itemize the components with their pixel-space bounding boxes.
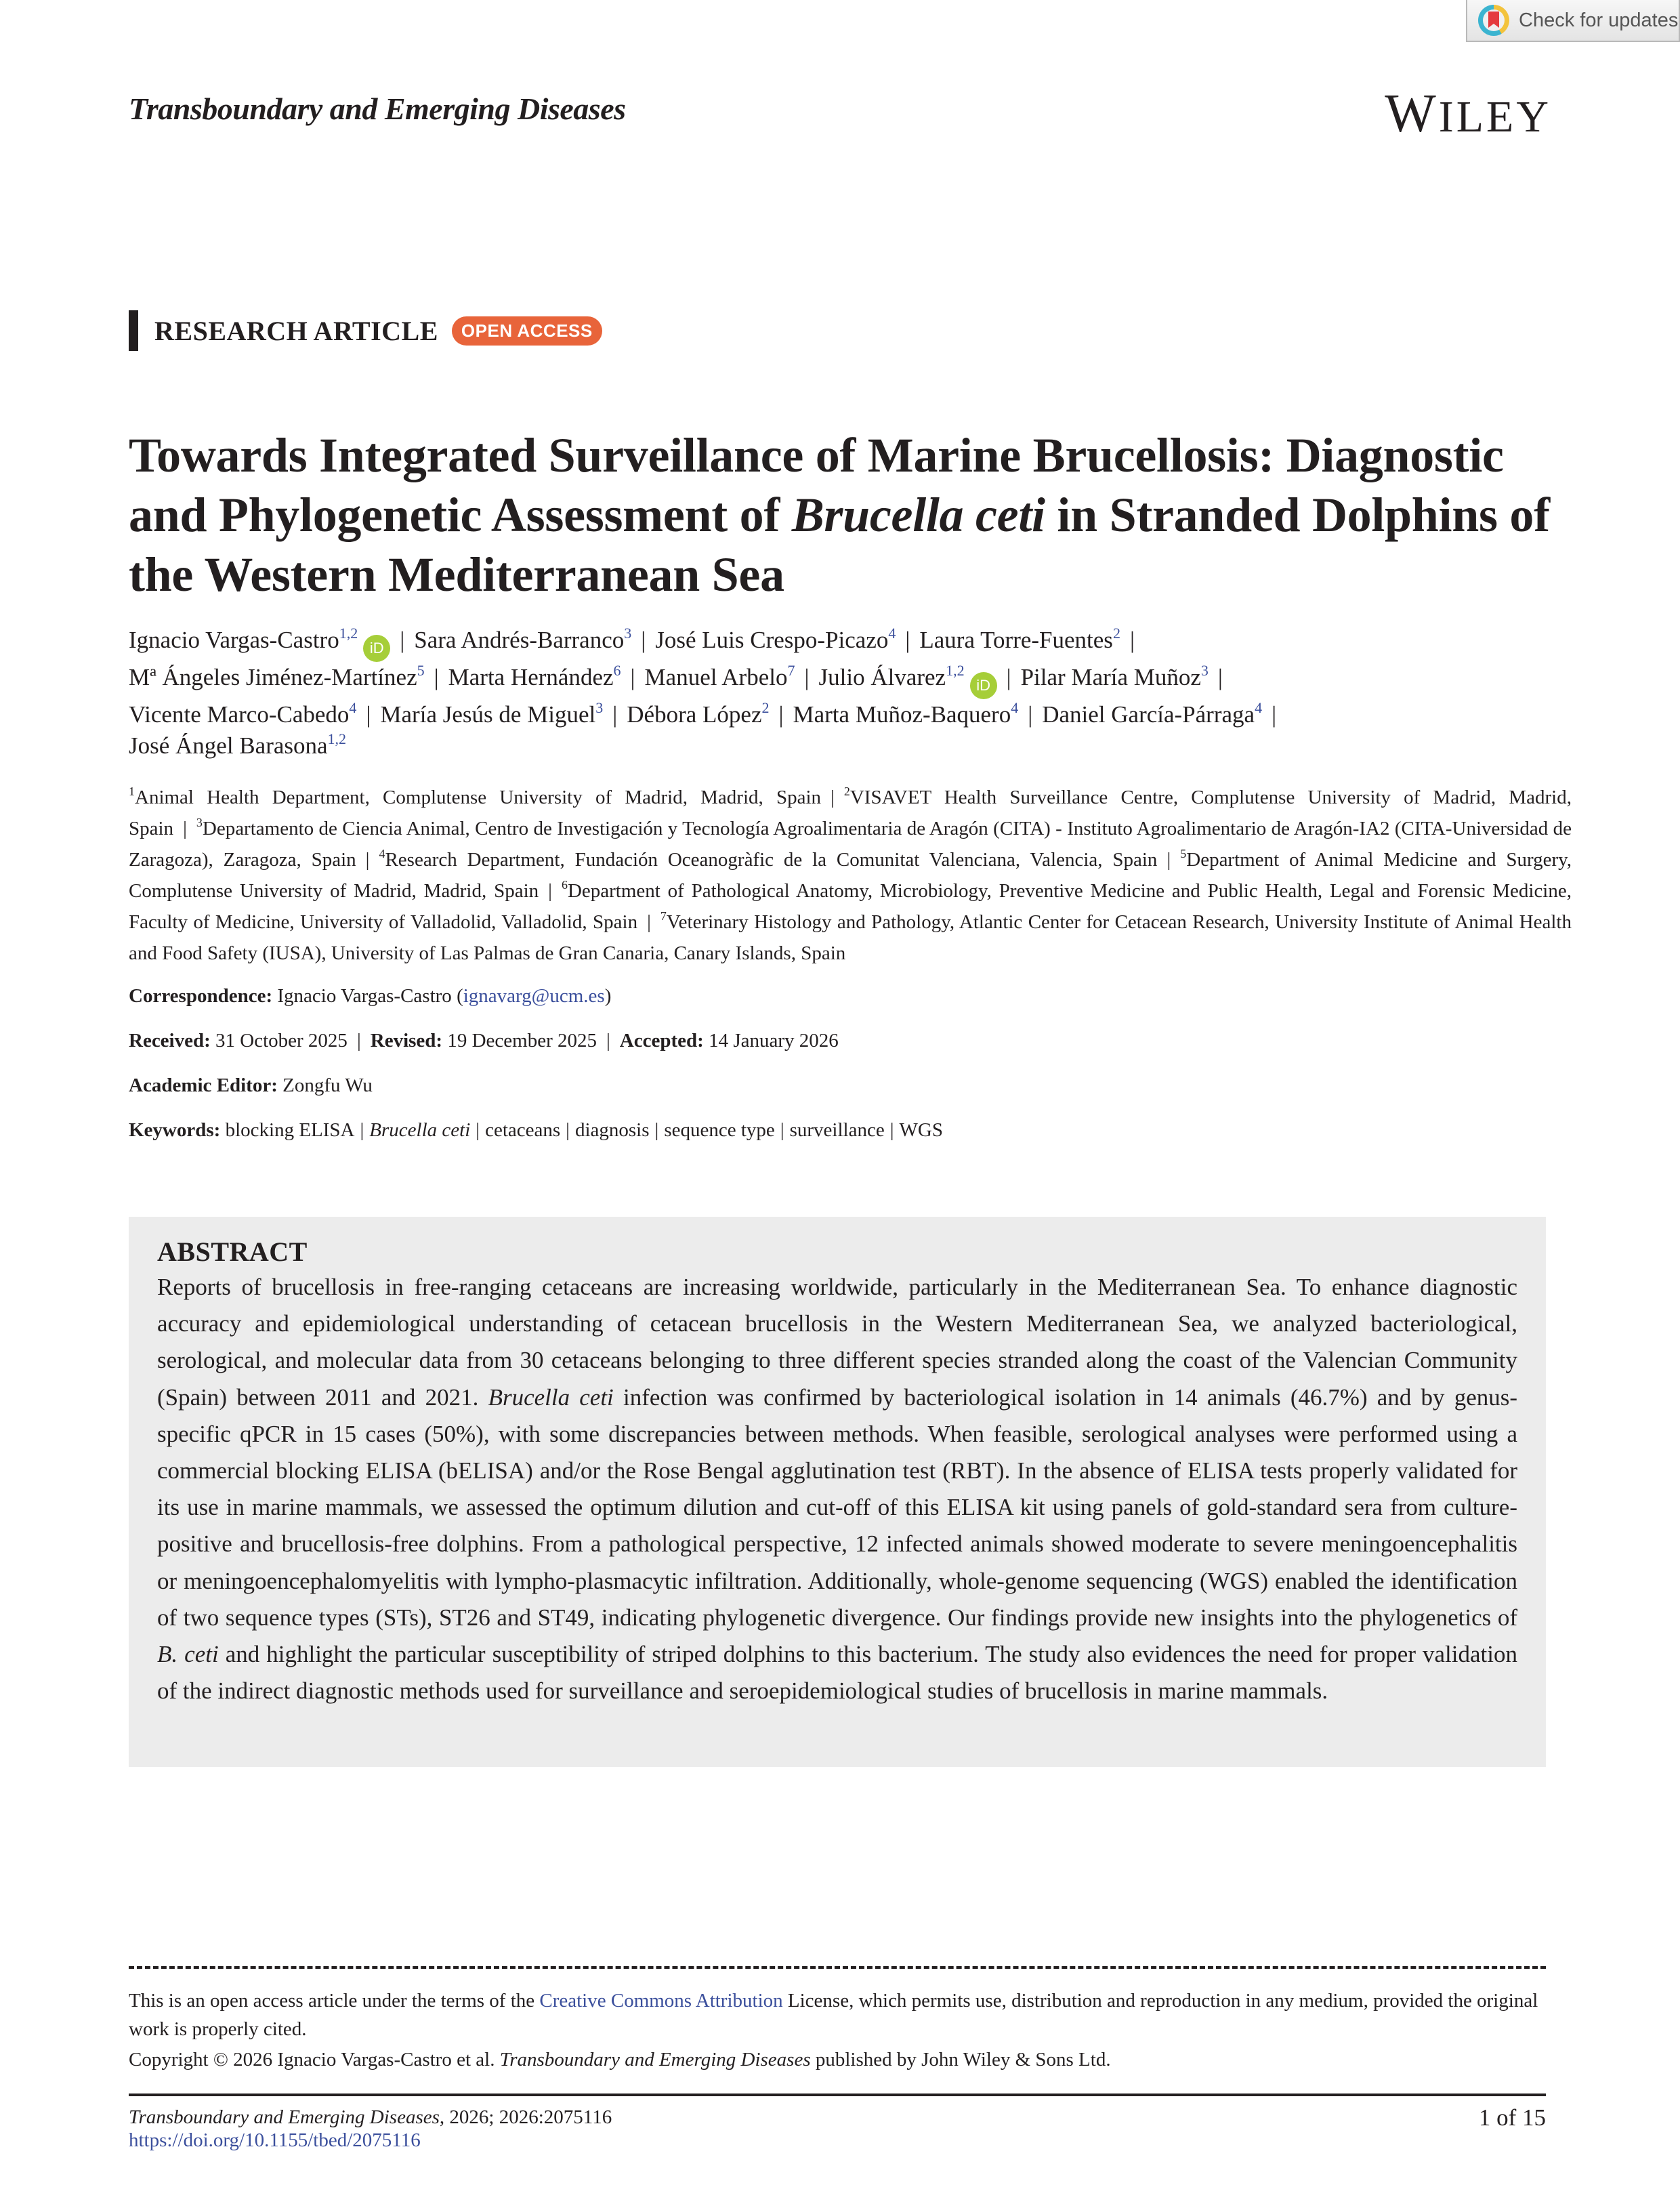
author-separator: | — [630, 664, 635, 690]
keyword: WGS — [899, 1119, 943, 1141]
author-separator: | — [366, 701, 371, 728]
affiliation-number: 1 — [129, 785, 135, 798]
open-access-badge: OPEN ACCESS — [452, 316, 602, 346]
cc-license-link[interactable]: Creative Commons Attribution — [539, 1990, 783, 2012]
affiliation-number: 2 — [843, 785, 850, 798]
affiliation-separator: | — [831, 787, 835, 808]
affiliation-text: Veterinary Histology and Pathology, Atlantic Center for Cetacean Research, University Institute of Animal Health and Food Safety (IUSA), University of Las Palmas de Gran Canaria, Canary Islands, Spain — [129, 911, 1572, 964]
author-affiliation-ref: 1,2 — [339, 625, 358, 642]
article-type-label: RESEARCH ARTICLE — [154, 315, 438, 346]
author-name: José Luis Crespo-Picazo — [655, 627, 889, 653]
author-name: Débora López — [627, 701, 762, 728]
author-separator: | — [905, 627, 910, 653]
keyword-separator: | — [476, 1119, 480, 1141]
publisher-logo: WILEY — [1385, 84, 1551, 144]
keyword: diagnosis — [574, 1119, 650, 1141]
author-separator: | — [400, 627, 405, 653]
affiliation-text: VISAVET Health Surveillance Centre, Complutense University of Madrid, Madrid, Spain — [129, 787, 1572, 839]
author-affiliation-ref: 2 — [1112, 625, 1120, 642]
author-list — [129, 625, 1572, 762]
author-affiliation-ref: 4 — [888, 625, 896, 642]
author-name: Mª Ángeles Jiménez-Martínez — [129, 664, 417, 690]
check-for-updates-button[interactable] — [1466, 0, 1680, 42]
affiliation-number: 4 — [379, 847, 385, 860]
author-separator: | — [1028, 701, 1033, 728]
author-name: María Jesús de Miguel — [380, 701, 596, 728]
affiliation-text: Animal Health Department, Complutense University of Madrid, Madrid, Spain — [135, 787, 822, 808]
footnote-divider — [129, 1966, 1546, 1969]
article-type — [129, 310, 602, 351]
affiliation-text: Departamento de Ciencia Animal, Centro de Investigación y Tecnología Agroalimentaria de Aragón (CITA) - Instituto Agroalimentario de Aragón-IA2 (CITA-Universidad de Zaragoza), Zaragoza, Spain — [129, 818, 1572, 871]
keyword: Brucella ceti — [369, 1119, 471, 1141]
author-name: Vicente Marco-Cabedo — [129, 701, 350, 728]
affiliation-separator: | — [1167, 849, 1171, 871]
author-separator: | — [641, 627, 646, 653]
author-affiliation-ref: 2 — [761, 699, 770, 716]
author-affiliation-ref: 4 — [349, 699, 357, 716]
author-affiliation-ref: 1,2 — [946, 662, 965, 679]
keyword-separator: | — [889, 1119, 894, 1141]
author-affiliation-ref: 6 — [613, 662, 621, 679]
footer-citation: Transboundary and Emerging Diseases, 2026; 2026:2075116 https://doi.org/10.1155/tbed/2075116 — [129, 2106, 612, 2151]
correspondence-email-link[interactable]: ignavarg@ucm.es — [463, 985, 605, 1007]
copyright-statement: Copyright © 2026 Ignacio Vargas-Castro et al. Transboundary and Emerging Diseases published by John Wiley & Sons Ltd. — [129, 2049, 1111, 2070]
author-affiliation-ref: 7 — [787, 662, 795, 679]
author-name: Sara Andrés-Barranco — [414, 627, 625, 653]
author-name: Marta Hernández — [448, 664, 614, 690]
author-name: Daniel García-Párraga — [1042, 701, 1255, 728]
author-separator: | — [1006, 664, 1011, 690]
journal-name-header: Transboundary and Emerging Diseases — [129, 91, 626, 126]
author-separator: | — [1217, 664, 1223, 690]
affiliation-text: Department of Pathological Anatomy, Microbiology, Preventive Medicine and Public Health, Legal and Forensic Medicine, Faculty of Medicine, University of Valladolid, Valladolid, Spain — [129, 880, 1572, 933]
author-name: Pilar María Muñoz — [1020, 664, 1201, 690]
academic-editor: Academic Editor: Zongfu Wu — [129, 1075, 373, 1096]
footer-divider — [129, 2094, 1546, 2096]
affiliation-number: 7 — [660, 909, 667, 923]
author-name: Ignacio Vargas-Castro — [129, 627, 339, 653]
abstract-heading: ABSTRACT — [157, 1236, 308, 1267]
keyword-separator: | — [566, 1119, 570, 1141]
orcid-icon[interactable]: iD — [970, 672, 997, 699]
author-separator: | — [778, 701, 784, 728]
abstract-text: Reports of brucellosis in free-ranging cetaceans are increasing worldwide, particularly in the Mediterranean Sea. To enhance diagnostic accuracy and epidemiological understanding of cetacean brucellosis in the Western Mediterranean Sea, we analyzed bacteriological, serological, and molecular data from 30 cetaceans belonging to three different species stranded along the coast of the Valencian Community (Spain) between 2011 and 2021. Brucella ceti infection was confirmed by bacteriological isolation in 14 animals (46.7%) and by genus-specific qPCR in 15 cases (50%), with some discrepancies between methods. When feasible, serological analyses were performed using a commercial blocking ELISA (bELISA) and/or the Rose Bengal agglutination test (RBT). In the absence of ELISA tests properly validated for its use in marine mammals, we assessed the optimum dilution and cut-off of this ELISA kit using panels of gold-standard sera from culture-positive and brucellosis-free dolphins. From a pathological perspective, 12 infected animals showed moderate to severe meningoencephalitis or meningoencephalomyelitis with lympho-plasmacytic infiltration. Additionally, whole-genome sequencing (WGS) enabled the identification of two sequence types (STs), ST26 and ST49, indicating phylogenetic divergence. Our findings provide new insights into the phylogenetics of B. ceti and highlight the particular susceptibility of striped dolphins to this bacterium. The study also evidences the need for proper validation of the indirect diagnostic methods used for surveillance and seroepidemiological studies of brucellosis in marine mammals. — [157, 1274, 1518, 1705]
affiliation-text: Research Department, Fundación Oceanogràfic de la Comunitat Valenciana, Valencia, Spain — [385, 849, 1158, 871]
license-statement: This is an open access article under the terms of the Creative Commons Attribution License, which permits use, distribution and reproduction in any medium, provided the original work is properly cited. — [129, 1990, 1538, 2040]
affiliation-number: 5 — [1180, 847, 1187, 860]
author-separator: | — [612, 701, 618, 728]
affiliation-separator: | — [548, 880, 552, 902]
keyword: cetaceans — [485, 1119, 561, 1141]
keyword: blocking ELISA — [225, 1119, 355, 1141]
keyword-separator: | — [654, 1119, 659, 1141]
crossmark-icon — [1478, 5, 1509, 36]
author-separator: | — [434, 664, 439, 690]
author-name: Laura Torre-Fuentes — [919, 627, 1113, 653]
author-name: José Ángel Barasona — [129, 732, 328, 759]
author-affiliation-ref: 5 — [417, 662, 425, 679]
author-name: Julio Álvarez — [818, 664, 946, 690]
article-dates: Received: 31 October 2025 | Revised: 19 December 2025 | Accepted: 14 January 2026 — [129, 1030, 839, 1051]
affiliation-separator: | — [365, 849, 370, 871]
author-name: Marta Muñoz-Baquero — [793, 701, 1011, 728]
author-separator: | — [804, 664, 810, 690]
author-affiliation-ref: 3 — [624, 625, 632, 642]
author-affiliation-ref: 1,2 — [327, 730, 347, 747]
affiliations — [129, 782, 1572, 969]
orcid-icon[interactable]: iD — [363, 635, 390, 662]
author-separator: | — [1272, 701, 1277, 728]
affiliation-number: 6 — [561, 878, 568, 892]
abstract-box — [129, 1217, 1546, 1767]
keyword-separator: | — [780, 1119, 784, 1141]
author-affiliation-ref: 3 — [595, 699, 604, 716]
keyword: surveillance — [789, 1119, 885, 1141]
correspondence: Correspondence: Ignacio Vargas-Castro (ignavarg@ucm.es) — [129, 985, 612, 1007]
article-type-bar — [129, 310, 138, 351]
affiliation-text: Department of Animal Medicine and Surgery, Complutense University of Madrid, Madrid, Spain — [129, 849, 1572, 902]
author-separator: | — [1129, 627, 1135, 653]
doi-link[interactable]: https://doi.org/10.1155/tbed/2075116 — [129, 2129, 421, 2151]
affiliation-separator: | — [183, 818, 187, 839]
author-affiliation-ref: 4 — [1011, 699, 1019, 716]
article-title: Towards Integrated Surveillance of Marine Brucellosis: Diagnostic and Phylogenetic Assessment of Brucella ceti in Stranded Dolphins of the Western Mediterranean Sea — [129, 428, 1550, 602]
author-name: Manuel Arbelo — [644, 664, 788, 690]
author-affiliation-ref: 4 — [1255, 699, 1263, 716]
keyword: sequence type — [664, 1119, 775, 1141]
keywords: Keywords: blocking ELISA | Brucella ceti | cetaceans | diagnosis | sequence type | surveillance | WGS — [129, 1119, 943, 1141]
author-affiliation-ref: 3 — [1200, 662, 1209, 679]
check-for-updates-label: Check for updates — [1519, 9, 1679, 31]
affiliation-number: 3 — [196, 816, 203, 829]
page-number: 1 of 15 — [1478, 2104, 1546, 2131]
affiliation-separator: | — [647, 911, 651, 933]
keyword-separator: | — [360, 1119, 364, 1141]
